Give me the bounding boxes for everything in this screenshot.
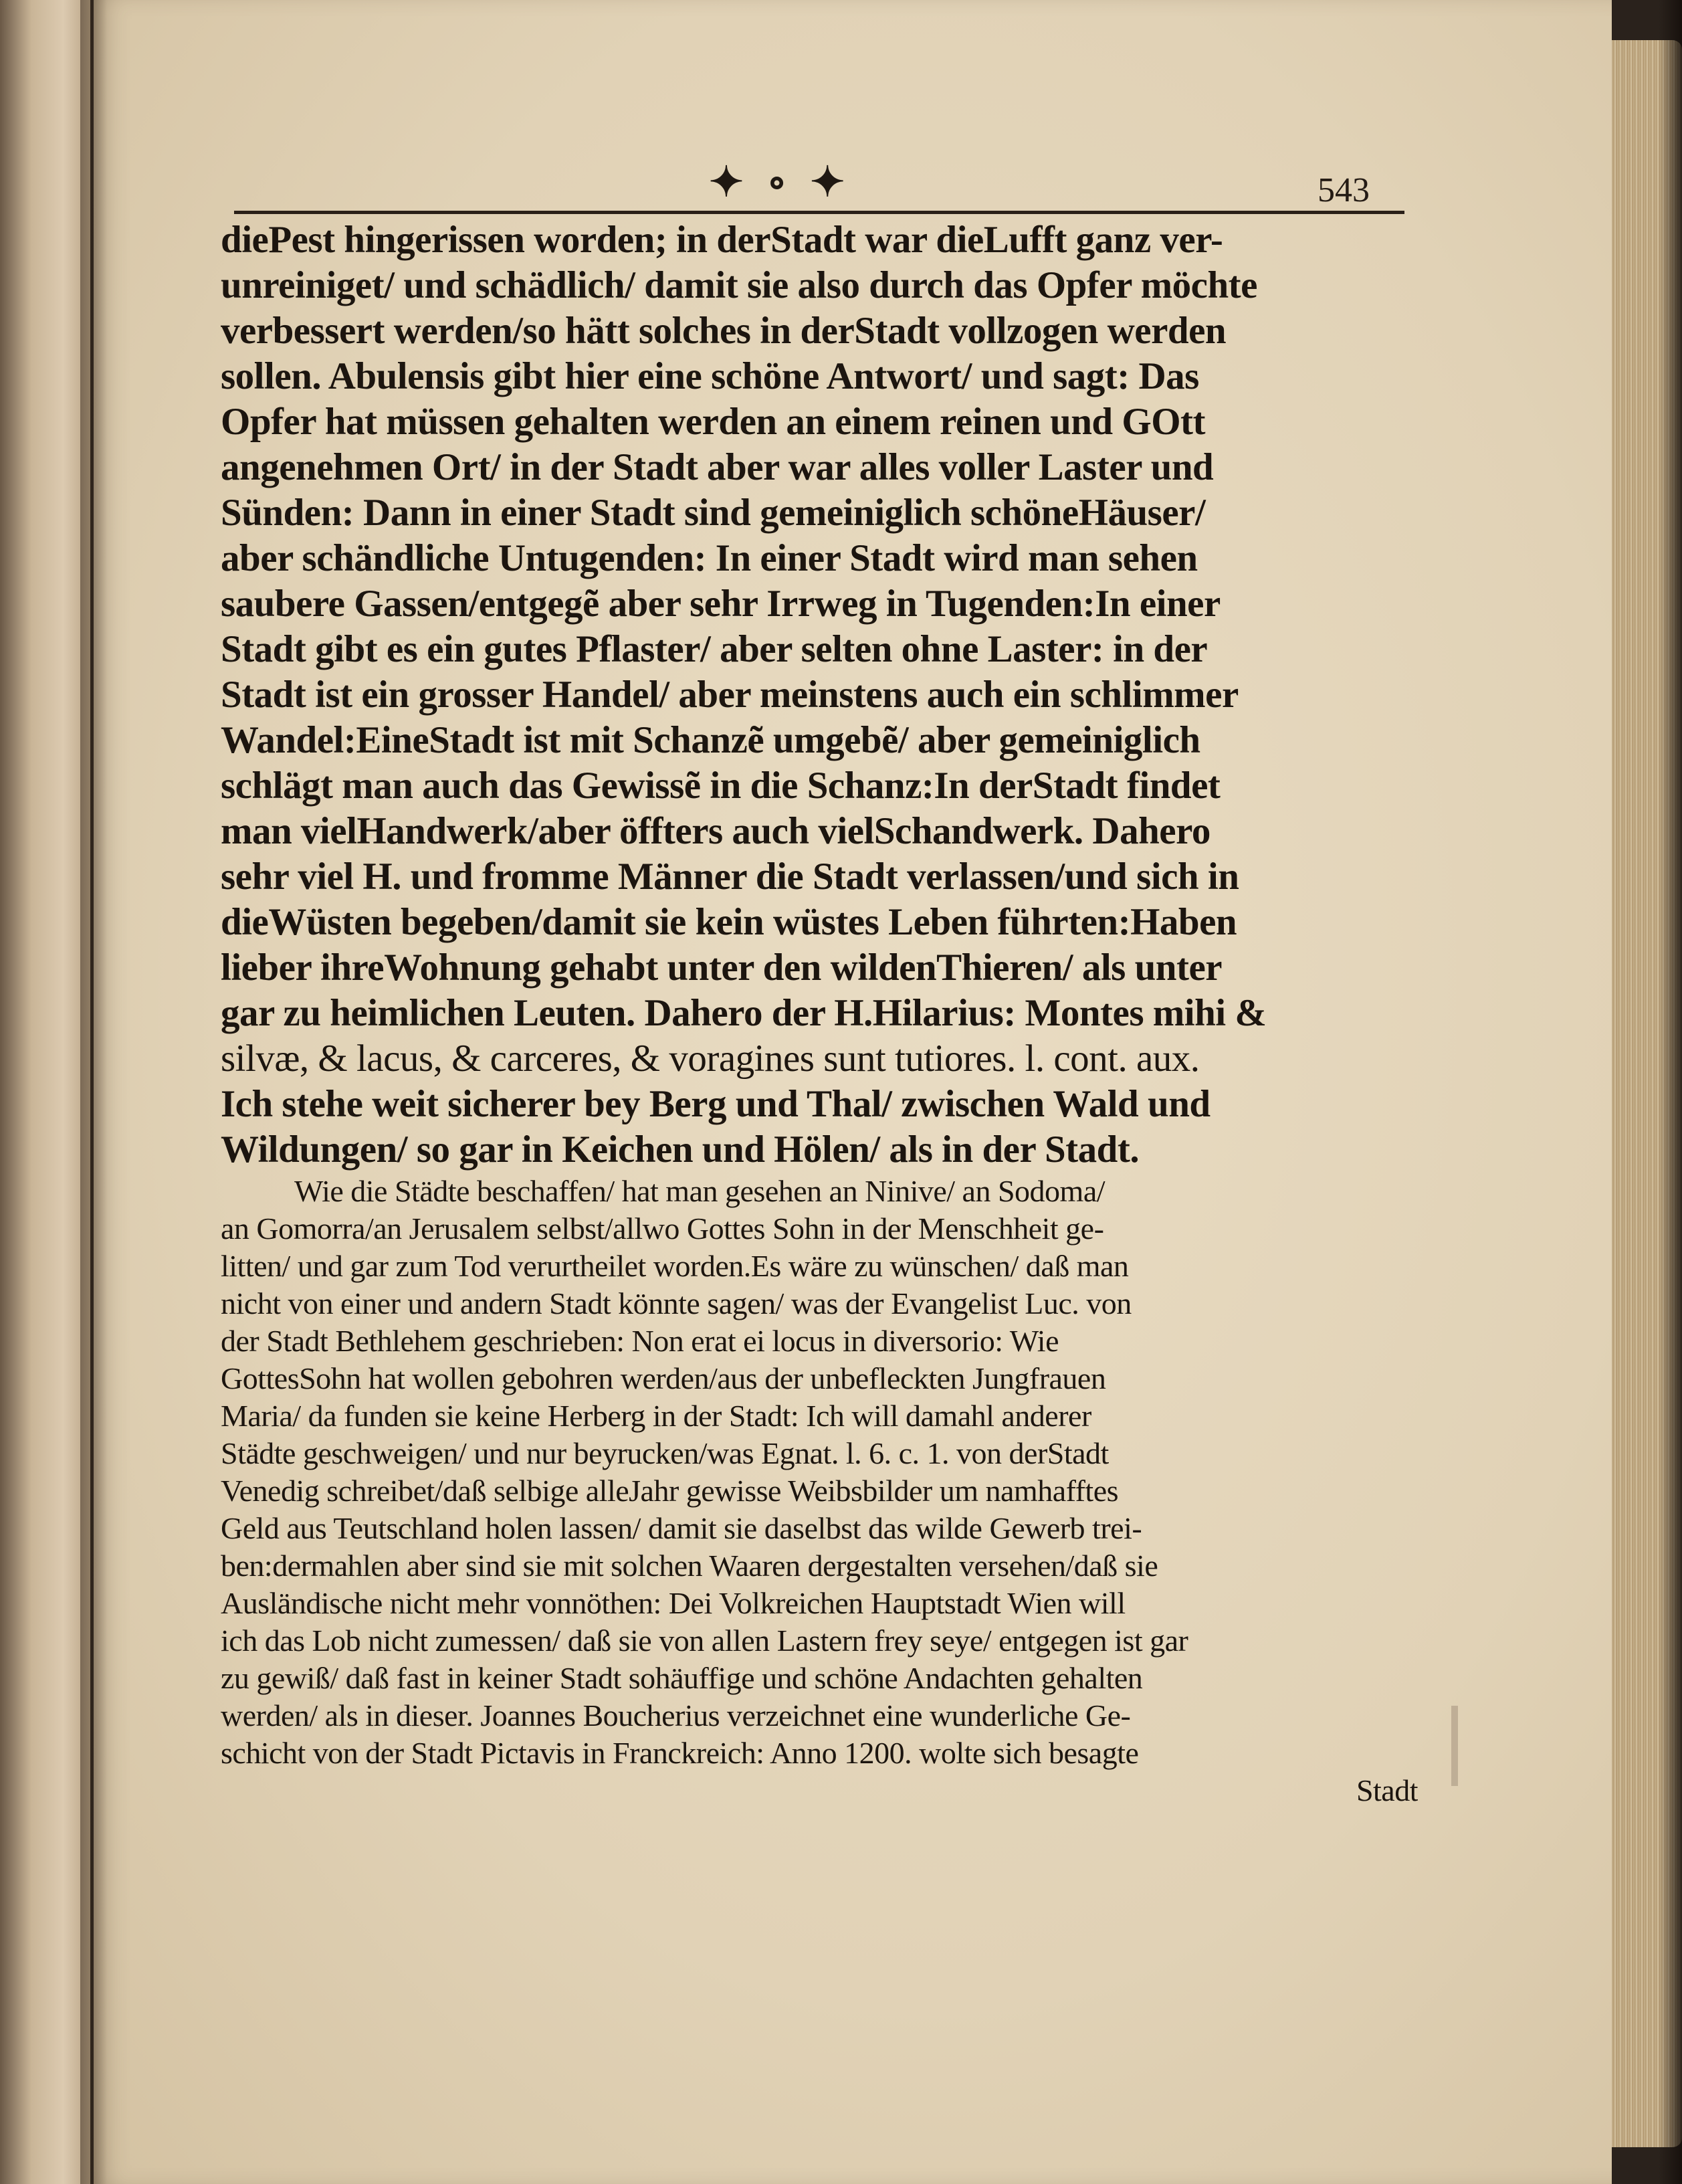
small-text-line: nicht von einer und andern Stadt könnte sagen/ was der Evangelist Luc. von: [221, 1286, 1132, 1320]
text-line: sehr viel H. und fromme Männer die Stadt verlassen/und sich in: [221, 856, 1239, 898]
small-text-line: der Stadt Bethlehem geschrieben: Non erat ei locus in diversorio: Wie: [221, 1324, 1059, 1358]
header-ornament: ✦ ∘ ✦: [709, 157, 849, 206]
text-line: diePest hingerissen worden; in derStadt war dieLufft ganz ver-: [221, 219, 1223, 261]
text-line: Ich stehe weit sicherer bey Berg und Thal/ zwischen Wald und: [221, 1083, 1211, 1125]
text-line: Opfer hat müssen gehalten werden an einem reinen und GOtt: [221, 401, 1206, 443]
small-text-line: an Gomorra/an Jerusalem selbst/allwo Gottes Sohn in der Menschheit ge-: [221, 1211, 1104, 1246]
small-text-line: ben:dermahlen aber sind sie mit solchen Waaren dergestalten versehen/daß sie: [221, 1549, 1158, 1583]
edge-shadow: [1659, 0, 1682, 2184]
text-line: angenehmen Ort/ in der Stadt aber war alles voller Laster und: [221, 446, 1214, 488]
small-text-line: GottesSohn hat wollen gebohren werden/aus der unbefleckten Jungfrauen: [221, 1361, 1106, 1395]
text-line: Stadt ist ein grosser Handel/ aber meinstens auch ein schlimmer: [221, 674, 1239, 716]
small-text-line: schicht von der Stadt Pictavis in Franckreich: Anno 1200. wolte sich besagte: [221, 1736, 1139, 1770]
text-line: unreiniget/ und schädlich/ damit sie also durch das Opfer möchte: [221, 264, 1257, 306]
text-line: Wandel:EineStadt ist mit Schanzẽ umgebẽ/ aber gemeiniglich: [221, 719, 1200, 761]
small-text-line: Geld aus Teutschland holen lassen/ damit sie daselbst das wilde Gewerb trei-: [221, 1511, 1142, 1545]
small-text-line: Städte geschweigen/ und nur beyrucken/was Egnat. l. 6. c. 1. von derStadt: [221, 1436, 1109, 1470]
text-line: aber schändliche Untugenden: In einer Stadt wird man sehen: [221, 537, 1198, 579]
text-line: Sünden: Dann in einer Stadt sind gemeiniglich schöneHäuser/: [221, 492, 1206, 534]
pencil-mark: [1451, 1706, 1458, 1786]
main-text: [221, 217, 1418, 1809]
facing-page-edge: [0, 0, 90, 2184]
small-text-line: werden/ als in dieser. Joannes Boucherius verzeichnet eine wunderliche Ge-: [221, 1698, 1131, 1732]
text-line: verbessert werden/so hätt solches in derStadt vollzogen werden: [221, 310, 1227, 352]
header-rule: [234, 211, 1404, 214]
text-line: gar zu heimlichen Leuten. Dahero der H.Hilarius: Montes mihi &: [221, 992, 1267, 1034]
small-text-line: ich das Lob nicht zumessen/ daß sie von allen Lastern frey seye/ entgegen ist gar: [221, 1623, 1188, 1658]
text-line: lieber ihreWohnung gehabt unter den wildenThieren/ als unter: [221, 947, 1223, 989]
text-line: sollen. Abulensis gibt hier eine schöne Antwort/ und sagt: Das: [221, 355, 1199, 397]
text-line: saubere Gassen/entgegẽ aber sehr Irrweg in Tugenden:In einer: [221, 583, 1221, 625]
catchword: Stadt: [1356, 1773, 1418, 1807]
small-text-line: zu gewiß/ daß fast in keiner Stadt sohäuffige und schöne Andachten gehalten: [221, 1661, 1143, 1695]
paragraph-first-line: Wie die Städte beschaffen/ hat man gesehen an Ninive/ an Sodoma/: [294, 1174, 1106, 1208]
text-line: man vielHandwerk/aber öffters auch vielSchandwerk. Dahero: [221, 810, 1211, 852]
text-line: Wildungen/ so gar in Keichen und Hölen/ als in der Stadt.: [221, 1128, 1140, 1171]
text-line: Stadt gibt es ein gutes Pflaster/ aber selten ohne Laster: in der: [221, 628, 1208, 670]
small-text-line: Ausländische nicht mehr vonnöthen: Dei Volkreichen Hauptstadt Wien will: [221, 1586, 1126, 1620]
text-line: dieWüsten begeben/damit sie kein wüstes Leben führten:Haben: [221, 901, 1237, 943]
page-number: 543: [1318, 171, 1370, 209]
small-text-line: Maria/ da funden sie keine Herberg in der Stadt: Ich will damahl anderer: [221, 1399, 1091, 1433]
small-text-line: litten/ und gar zum Tod verurtheilet worden.Es wäre zu wünschen/ daß man: [221, 1249, 1129, 1283]
page-header: [221, 157, 1425, 211]
book-spine-shadow: [80, 0, 107, 2184]
latin-quote-line: silvæ, & lacus, & carceres, & voragines sunt tutiores. l. cont. aux.: [221, 1037, 1200, 1080]
small-text-line: Venedig schreibet/daß selbige alleJahr gewisse Weibsbilder um namhafftes: [221, 1474, 1119, 1508]
text-line: schlägt man auch das Gewissẽ in die Schanz:In derStadt findet: [221, 765, 1221, 807]
